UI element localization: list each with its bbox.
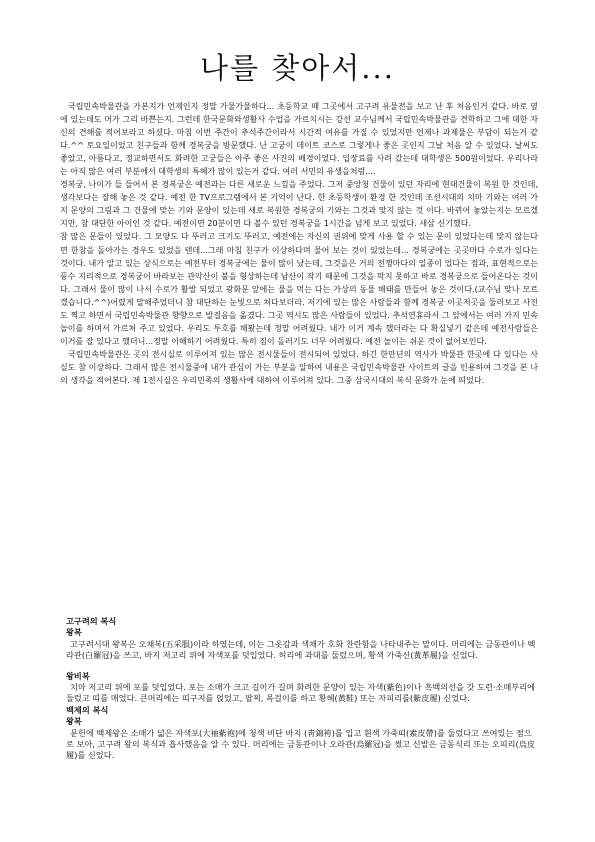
subsection-title: 왕비복	[66, 670, 90, 681]
paragraph: 국립민속박물관은 곳의 전시실로 이루어져 있는 많은 전시물들이 전시되어 있었다. 하긴 한만년의 역사가 박물관 한곳에 다 있다는 사실도 참 이상하다. 그래서 많은 전시물중에 내가 관심이 가는 부분을 알하여 내용은 국립민속박물관 사이트의 글을 인용하여 그것을 본 나의 생각을 적어본다. 제 1전시실은 우리민족의 생활사에 대하여 이루어져 있다. 그중 삼국시대의 복식 문화가 눈에 띄었다.	[60, 349, 538, 385]
paragraph: 경복궁, 나이가 들 들어서 본 경복궁은 예전과는 다른 새로운 느낌을 주었다. 그저 중앙청 건물이 있던 자리에 현대건물이 복원 한 것인데, 생각보다는 잘해 놓은 것 같다. 예전 한 TV프로그램에서 본 기억이 난다. 한 초등학생이 환경 한 것인데 조선시대의 치마 기와는 여러 가지 문양의 그림과 그 건물에 맞는 기와 문양이 있는데 새로 복원한 경복궁의 기와는 그것과 맞지 않는 것 이다. 바뀌어 놓았는지는 모르겠지만, 참 대단한 아이인 것 같다. 예전이면 20분이면 다 볼수 있던 경복궁을 1시간을 넘게 보고 있었다. 새삼 신기했다.	[60, 180, 538, 229]
essay-body	[60, 100, 538, 387]
subsection-text: 고구려시대 왕복은 오채복(五采服)이라 하였는데, 이는 그옷감과 색채가 호화 찬란함을 나타내주는 말이다. 머리에는 금동관이나 백라관(白羅冠)을 쓰고, 바지 저고리 위에 자색포를 덧입었다. 허리에 과대를 둘렀으며, 황색 가죽신(黃革履)을 신었다.	[66, 638, 536, 661]
document-title: 나를 찾아서...	[200, 51, 395, 85]
section-title: 고구려의 복식	[66, 616, 117, 626]
section-title: 백제의 복식	[66, 704, 109, 715]
costume-sections	[66, 616, 536, 762]
paragraph: 국립민속박물관을 가본지가 언제인지 정말 가물가물하다... 초등학교 때 그곳에서 고구려 유물전을 보고 난 후 처음인거 같다. 바로 옆에 있는데도 머가 그리 바쁜는지. 그런데 한국문화와생활사 수업을 가르치시는 강선 교수님께서 국립민속박물관을 견학하고 그에 대한 자신의 견해를 적어보라고 하셨다. 마침 이번 주간이 추석주간이라서 시간적 여유를 가질 수 있었지만 언제나 과제물은 부담이 되는거 같다.^^ 토요일이었고 친구들과 함께 경복궁을 방문했다. 난 고궁이 데이트 코스로 그렇게나 좋은 곳인지 그날 처음 알 수 있었다. 날씨도 좋았고, 아름다고, 정교하면서도 화려한 고궁들은 아주 좋은 사진의 배경이었다. 입장료를 사려 갔는데 대학생은 500원이었다. 우리나라는 아직 많은 여러 부분에서 대학생의 특혜가 많이 있는거 같다. 여러 서민의 유생을처럼....	[60, 102, 538, 177]
subsection-text: 치마 저고리 위에 포를 덧입었다. 포는 소매가 크고 길이가 길며 화려한 문양이 있는 자색(紫色)이나 흑백의선을 갓 도련·소매부리에 둘렀고 띠를 매었다. 큰머리에는 띠구지를 얹었고, 팔찌, 목걸이를 하고 황혜(黃鞋) 또는 자피리를(紫皮履) 신었다.	[66, 682, 536, 704]
paragraph: 참 많은 문들이 있었다. 그 모양도 다 뚜러고 크기도 뚜러고, 예전에는 자신의 권위에 맞게 사용 할 수 있는 문이 있었다는데 맞지 않는다면 한참을 돌아가는 경우도 있었을 텐데...그래 마침 친구가 이상하다며 물어 보는 것이 있었는데... 경복궁에는 곳곳마다 수로가 있다는 것이다. 내가 알고 있는 상식으로는 예전부터 경복궁에는 물이 많이 났는데, 그것을은 거의 전쟁마다의 일종이 었다는 점과, 표현적으로는 풍수 지리적으로 경복궁이 바라보는 관악산이 불을 형상하는데 남산이 작기 때문에 그것을 막지 못하고 바로 경복궁으로 들어온다는 것이다. 그래서 물이 많이 나서 수로가 활발 되었고 광화문 앞에는 물을 먹는 다는 가상의 동물 해태를 만들어 놓은 것이다.(교수님 맞나 모르겠습니다.^^)어렸게 말해주었더니 참 대단하는 눈빛으로 쳐다보더라. 저기에 있는 많은 사람들과 함께 경복궁 이곳저곳을 둘러보고 사진도 찍고 하면서 국립민속박물관 향향으로 발걸음을 옮겼다. 그곳 역시도 많은 사람들이 있었다. 추석연휴라서 그 앞에서는 여러 가지 민속놀이를 하며서 가르쳐 주고 있었다. 우리도 투호를 해봤는데 정말 어려웠다. 내가 이거 계속 했더라는 다 확실넣기 같은데 예전사람들은 이거를 잘 있다고 했더니...정말 이해하기 어려웠다. 특히 짐이 돌러기도 너무 어려웠다. 예전 놀이는 쉬운 것이 없어보인다.	[60, 232, 538, 346]
subsection-text: 문헌에 백제왕은 소매가 넓은 자색포(大袖紫袍)에 청색 비단 바지 (靑錦袴)를 입고 흰색 가죽띠(素皮帶)를 둘렀다고 쓰여있는 점으로 보아, 고구려 왕의 복식과 흡사했음을 알 수 있다. 머리에는 금동관이나 오라관(烏羅冠)을 썼고 신발은 금동식리 또는 오피리(烏皮履)를 신었다.	[66, 727, 536, 761]
subsection-title: 왕복	[66, 627, 82, 638]
subsection-title: 왕복	[66, 716, 82, 727]
